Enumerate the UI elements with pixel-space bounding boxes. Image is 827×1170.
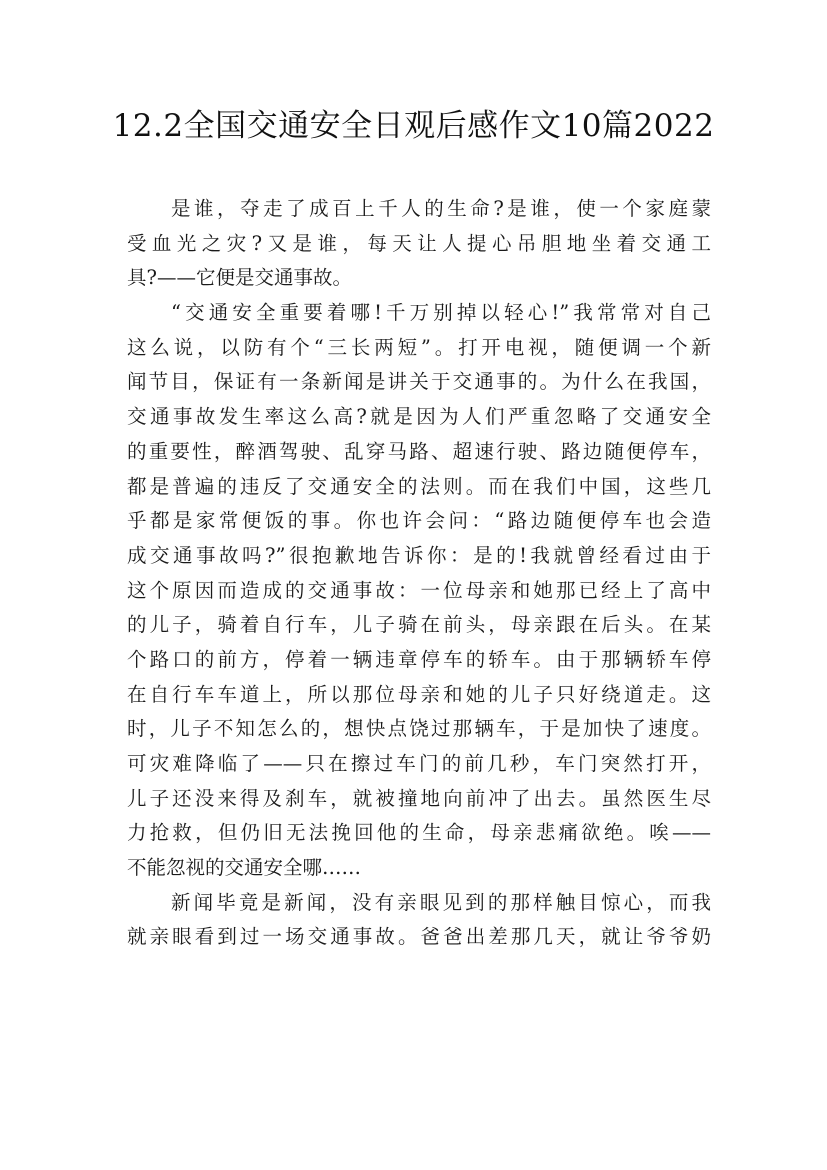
text-line: 的重要性，醉酒驾驶、乱穿马路、超速行驶、路边随便停车，: [127, 439, 711, 463]
text-line: 就亲眼看到过一场交通事故。爸爸出差那几天，就让爷爷奶: [127, 925, 711, 949]
text-line: 具?——它便是交通事故。: [127, 266, 352, 290]
text-line: 可灾难降临了——只在擦过车门的前几秒，车门突然打开，: [127, 752, 711, 775]
document-body: [127, 192, 711, 955]
paragraph-2: [127, 296, 711, 886]
text-line: 交通事故发生率这么高?就是因为人们严重忽略了交通安全: [127, 405, 711, 429]
text-line: 时，儿子不知怎么的，想快点饶过那辆车，于是加快了速度。: [127, 717, 711, 741]
text-line: 这个原因而造成的交通事故：一位母亲和她那已经上了高中: [127, 578, 711, 602]
text-line: 在自行车车道上，所以那位母亲和她的儿子只好绕道走。这: [127, 682, 711, 706]
document-title: 12.2全国交通安全日观后感作文10篇2022: [112, 108, 715, 144]
text-line: 受血光之灾?又是谁，每天让人提心吊胆地坐着交通工: [127, 231, 711, 255]
text-line: 新闻毕竟是新闻，没有亲眼见到的那样触目惊心，而我: [171, 890, 711, 914]
text-line: “交通安全重要着哪!千万别掉以轻心!”我常常对自己: [171, 301, 711, 325]
text-line: 这么说，以防有个“三长两短”。打开电视，随便调一个新: [127, 335, 711, 359]
paragraph-1: [127, 192, 711, 296]
text-line: 是谁，夺走了成百上千人的生命?是谁，使一个家庭蒙: [171, 197, 711, 220]
text-line: 的儿子，骑着自行车，儿子骑在前头，母亲跟在后头。在某: [127, 613, 711, 637]
text-line: 儿子还没来得及刹车，就被撞地向前冲了出去。虽然医生尽: [127, 786, 711, 810]
text-line: 个路口的前方，停着一辆违章停车的轿车。由于那辆轿车停: [127, 647, 711, 671]
text-line: 不能忽视的交通安全哪……: [127, 856, 362, 880]
text-line: 都是普遍的违反了交通安全的法则。而在我们中国，这些几: [127, 474, 711, 498]
paragraph-3: [127, 886, 711, 955]
text-line: 闻节目，保证有一条新闻是讲关于交通事的。为什么在我国，: [127, 370, 711, 394]
text-line: 乎都是家常便饭的事。你也许会问：“路边随便停车也会造: [127, 509, 711, 533]
text-line: 成交通事故吗?”很抱歉地告诉你：是的!我就曾经看过由于: [127, 543, 711, 567]
text-line: 力抢救，但仍旧无法挽回他的生命，母亲悲痛欲绝。唉——: [127, 821, 711, 845]
